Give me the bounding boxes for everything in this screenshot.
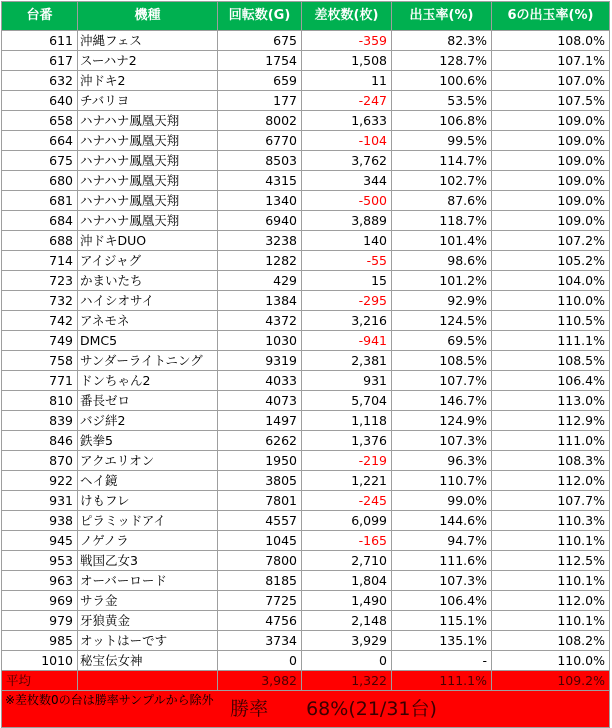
- footnote: ※差枚数0の台は勝率サンプルから除外: [5, 693, 214, 707]
- diff-cell: -247: [302, 91, 392, 111]
- machine-no-cell: 714: [2, 251, 78, 271]
- spins-cell: 1950: [218, 451, 302, 471]
- table-row: [2, 171, 610, 191]
- payout-rate-cell: 102.7%: [392, 171, 492, 191]
- setting6-rate-cell: 108.2%: [492, 631, 610, 651]
- diff-cell: 140: [302, 231, 392, 251]
- spins-cell: 6770: [218, 131, 302, 151]
- diff-cell: 1,508: [302, 51, 392, 71]
- machine-no-cell: 617: [2, 51, 78, 71]
- table-row: [2, 391, 610, 411]
- machine-no-cell: 675: [2, 151, 78, 171]
- spins-cell: 1282: [218, 251, 302, 271]
- table-row: [2, 31, 610, 51]
- machine-no-cell: 979: [2, 611, 78, 631]
- model-cell: スーハナ2: [78, 51, 218, 71]
- table-row: [2, 251, 610, 271]
- setting6-rate-cell: 108.0%: [492, 31, 610, 51]
- setting6-rate-cell: 109.0%: [492, 211, 610, 231]
- diff-cell: 931: [302, 371, 392, 391]
- table-row: [2, 351, 610, 371]
- results-table: [1, 1, 610, 728]
- diff-cell: 1,118: [302, 411, 392, 431]
- setting6-rate-cell: 108.5%: [492, 351, 610, 371]
- table-row: [2, 491, 610, 511]
- table-row: [2, 151, 610, 171]
- setting6-rate-cell: 110.0%: [492, 291, 610, 311]
- machine-no-cell: 969: [2, 591, 78, 611]
- setting6-rate-cell: 110.1%: [492, 571, 610, 591]
- average-model-cell: [78, 671, 218, 691]
- header-payout-rate: 出玉率(%): [392, 2, 492, 31]
- payout-rate-cell: 118.7%: [392, 211, 492, 231]
- spins-cell: 6262: [218, 431, 302, 451]
- setting6-rate-cell: 107.5%: [492, 91, 610, 111]
- payout-rate-cell: 94.7%: [392, 531, 492, 551]
- payout-rate-cell: 101.4%: [392, 231, 492, 251]
- model-cell: ドンちゃん2: [78, 371, 218, 391]
- payout-rate-cell: 108.5%: [392, 351, 492, 371]
- win-rate: 勝率 68%(21/31台): [2, 691, 610, 728]
- spins-cell: 9319: [218, 351, 302, 371]
- machine-no-cell: 922: [2, 471, 78, 491]
- machine-no-cell: 632: [2, 71, 78, 91]
- diff-cell: 3,762: [302, 151, 392, 171]
- model-cell: ハナハナ鳳凰天翔: [78, 171, 218, 191]
- setting6-rate-cell: 107.7%: [492, 491, 610, 511]
- setting6-rate-cell: 104.0%: [492, 271, 610, 291]
- machine-no-cell: 771: [2, 371, 78, 391]
- model-cell: 沖縄フェス: [78, 31, 218, 51]
- payout-rate-cell: 69.5%: [392, 331, 492, 351]
- model-cell: サラ金: [78, 591, 218, 611]
- diff-cell: 3,889: [302, 211, 392, 231]
- spins-cell: 659: [218, 71, 302, 91]
- diff-cell: -941: [302, 331, 392, 351]
- payout-rate-cell: 98.6%: [392, 251, 492, 271]
- spins-cell: 429: [218, 271, 302, 291]
- setting6-rate-cell: 107.1%: [492, 51, 610, 71]
- payout-rate-cell: 114.7%: [392, 151, 492, 171]
- payout-rate-cell: 107.7%: [392, 371, 492, 391]
- spins-cell: 1045: [218, 531, 302, 551]
- diff-cell: 11: [302, 71, 392, 91]
- spins-cell: 177: [218, 91, 302, 111]
- diff-cell: -500: [302, 191, 392, 211]
- diff-cell: -104: [302, 131, 392, 151]
- diff-cell: 1,633: [302, 111, 392, 131]
- payout-rate-cell: -: [392, 651, 492, 671]
- model-cell: 沖ドキ2: [78, 71, 218, 91]
- payout-rate-cell: 111.6%: [392, 551, 492, 571]
- setting6-rate-cell: 109.0%: [492, 171, 610, 191]
- results-sheet: [1, 1, 609, 728]
- model-cell: 戦国乙女3: [78, 551, 218, 571]
- payout-rate-cell: 144.6%: [392, 511, 492, 531]
- setting6-rate-cell: 106.4%: [492, 371, 610, 391]
- table-row: [2, 611, 610, 631]
- table-row: [2, 231, 610, 251]
- diff-cell: 6,099: [302, 511, 392, 531]
- table-row: [2, 271, 610, 291]
- model-cell: 番長ゼロ: [78, 391, 218, 411]
- diff-cell: 1,376: [302, 431, 392, 451]
- payout-rate-cell: 124.5%: [392, 311, 492, 331]
- setting6-rate-cell: 111.1%: [492, 331, 610, 351]
- table-row: [2, 571, 610, 591]
- setting6-rate-cell: 109.0%: [492, 111, 610, 131]
- setting6-rate-cell: 112.0%: [492, 591, 610, 611]
- machine-no-cell: 758: [2, 351, 78, 371]
- table-row: [2, 371, 610, 391]
- payout-rate-cell: 107.3%: [392, 431, 492, 451]
- model-cell: 牙狼黄金: [78, 611, 218, 631]
- table-row: [2, 331, 610, 351]
- machine-no-cell: 742: [2, 311, 78, 331]
- payout-rate-cell: 115.1%: [392, 611, 492, 631]
- machine-no-cell: 640: [2, 91, 78, 111]
- spins-cell: 0: [218, 651, 302, 671]
- setting6-rate-cell: 111.0%: [492, 431, 610, 451]
- machine-no-cell: 688: [2, 231, 78, 251]
- setting6-rate-cell: 110.5%: [492, 311, 610, 331]
- header-model: 機種: [78, 2, 218, 31]
- model-cell: ピラミッドアイ: [78, 511, 218, 531]
- diff-cell: 0: [302, 651, 392, 671]
- spins-cell: 6940: [218, 211, 302, 231]
- spins-cell: 4372: [218, 311, 302, 331]
- diff-cell: -55: [302, 251, 392, 271]
- payout-rate-cell: 106.4%: [392, 591, 492, 611]
- payout-rate-cell: 107.3%: [392, 571, 492, 591]
- model-cell: チバリヨ: [78, 91, 218, 111]
- model-cell: サンダーライトニング: [78, 351, 218, 371]
- machine-no-cell: 953: [2, 551, 78, 571]
- header-row: [2, 2, 610, 31]
- table-row: [2, 471, 610, 491]
- spins-cell: 3805: [218, 471, 302, 491]
- model-cell: ノゲノラ: [78, 531, 218, 551]
- model-cell: けもフレ: [78, 491, 218, 511]
- spins-cell: 4756: [218, 611, 302, 631]
- spins-cell: 8002: [218, 111, 302, 131]
- diff-cell: 344: [302, 171, 392, 191]
- spins-cell: 4315: [218, 171, 302, 191]
- average-label: 平均: [2, 671, 78, 691]
- table-row: [2, 451, 610, 471]
- spins-cell: 1754: [218, 51, 302, 71]
- model-cell: 鉄拳5: [78, 431, 218, 451]
- spins-cell: 3238: [218, 231, 302, 251]
- spins-cell: 7801: [218, 491, 302, 511]
- diff-cell: -359: [302, 31, 392, 51]
- model-cell: バジ絆2: [78, 411, 218, 431]
- payout-rate-cell: 92.9%: [392, 291, 492, 311]
- payout-rate-cell: 128.7%: [392, 51, 492, 71]
- diff-cell: 3,929: [302, 631, 392, 651]
- payout-rate-cell: 101.2%: [392, 271, 492, 291]
- table-row: [2, 531, 610, 551]
- table-row: [2, 131, 610, 151]
- setting6-rate-cell: 110.3%: [492, 511, 610, 531]
- diff-cell: 15: [302, 271, 392, 291]
- diff-cell: 3,216: [302, 311, 392, 331]
- machine-no-cell: 681: [2, 191, 78, 211]
- payout-rate-cell: 100.6%: [392, 71, 492, 91]
- header-machine-no: 台番: [2, 2, 78, 31]
- model-cell: ハナハナ鳳凰天翔: [78, 211, 218, 231]
- diff-cell: 2,710: [302, 551, 392, 571]
- setting6-rate-cell: 109.0%: [492, 151, 610, 171]
- model-cell: ハナハナ鳳凰天翔: [78, 191, 218, 211]
- machine-no-cell: 1010: [2, 651, 78, 671]
- table-row: [2, 91, 610, 111]
- spins-cell: 1497: [218, 411, 302, 431]
- model-cell: ハナハナ鳳凰天翔: [78, 111, 218, 131]
- table-row: [2, 111, 610, 131]
- machine-no-cell: 749: [2, 331, 78, 351]
- diff-cell: -295: [302, 291, 392, 311]
- diff-cell: 2,148: [302, 611, 392, 631]
- diff-cell: -165: [302, 531, 392, 551]
- table-row: [2, 551, 610, 571]
- spins-cell: 8503: [218, 151, 302, 171]
- model-cell: ハイシオサイ: [78, 291, 218, 311]
- setting6-rate-cell: 109.0%: [492, 191, 610, 211]
- machine-no-cell: 945: [2, 531, 78, 551]
- header-diff: 差枚数(枚): [302, 2, 392, 31]
- model-cell: ハナハナ鳳凰天翔: [78, 131, 218, 151]
- diff-cell: 5,704: [302, 391, 392, 411]
- diff-cell: 1,804: [302, 571, 392, 591]
- table-row: [2, 291, 610, 311]
- table-row: [2, 311, 610, 331]
- spins-cell: 4557: [218, 511, 302, 531]
- payout-rate-cell: 87.6%: [392, 191, 492, 211]
- table-row: [2, 651, 610, 671]
- payout-rate-cell: 99.0%: [392, 491, 492, 511]
- table-row: [2, 51, 610, 71]
- spins-cell: 1030: [218, 331, 302, 351]
- setting6-rate-cell: 105.2%: [492, 251, 610, 271]
- setting6-rate-cell: 112.9%: [492, 411, 610, 431]
- header-setting6-rate: 6の出玉率(%): [492, 2, 610, 31]
- table-body: [2, 31, 610, 671]
- setting6-rate-cell: 107.0%: [492, 71, 610, 91]
- table-row: [2, 71, 610, 91]
- machine-no-cell: 658: [2, 111, 78, 131]
- table-row: [2, 591, 610, 611]
- diff-cell: 1,490: [302, 591, 392, 611]
- payout-rate-cell: 82.3%: [392, 31, 492, 51]
- machine-no-cell: 931: [2, 491, 78, 511]
- spins-cell: 4033: [218, 371, 302, 391]
- spins-cell: 7800: [218, 551, 302, 571]
- machine-no-cell: 684: [2, 211, 78, 231]
- spins-cell: 4073: [218, 391, 302, 411]
- diff-cell: -245: [302, 491, 392, 511]
- spins-cell: 7725: [218, 591, 302, 611]
- table-row: [2, 631, 610, 651]
- machine-no-cell: 732: [2, 291, 78, 311]
- setting6-rate-cell: 112.5%: [492, 551, 610, 571]
- model-cell: オーバーロード: [78, 571, 218, 591]
- model-cell: アクエリオン: [78, 451, 218, 471]
- machine-no-cell: 870: [2, 451, 78, 471]
- model-cell: アイジャグ: [78, 251, 218, 271]
- setting6-rate-cell: 110.1%: [492, 611, 610, 631]
- machine-no-cell: 680: [2, 171, 78, 191]
- average-row: [2, 671, 610, 691]
- model-cell: 沖ドキDUO: [78, 231, 218, 251]
- setting6-rate-cell: 110.1%: [492, 531, 610, 551]
- machine-no-cell: 839: [2, 411, 78, 431]
- table-row: [2, 211, 610, 231]
- payout-rate-cell: 110.7%: [392, 471, 492, 491]
- average-rate6: 109.2%: [492, 671, 610, 691]
- machine-no-cell: 846: [2, 431, 78, 451]
- diff-cell: 1,221: [302, 471, 392, 491]
- diff-cell: 2,381: [302, 351, 392, 371]
- machine-no-cell: 611: [2, 31, 78, 51]
- machine-no-cell: 938: [2, 511, 78, 531]
- spins-cell: 675: [218, 31, 302, 51]
- table-row: [2, 191, 610, 211]
- setting6-rate-cell: 108.3%: [492, 451, 610, 471]
- average-spins: 3,982: [218, 671, 302, 691]
- average-rate: 111.1%: [392, 671, 492, 691]
- payout-rate-cell: 124.9%: [392, 411, 492, 431]
- model-cell: DMC5: [78, 331, 218, 351]
- machine-no-cell: 810: [2, 391, 78, 411]
- model-cell: 秘宝伝女神: [78, 651, 218, 671]
- table-row: [2, 511, 610, 531]
- spins-cell: 1384: [218, 291, 302, 311]
- payout-rate-cell: 53.5%: [392, 91, 492, 111]
- setting6-rate-cell: 107.2%: [492, 231, 610, 251]
- setting6-rate-cell: 109.0%: [492, 131, 610, 151]
- setting6-rate-cell: 113.0%: [492, 391, 610, 411]
- payout-rate-cell: 106.8%: [392, 111, 492, 131]
- spins-cell: 3734: [218, 631, 302, 651]
- machine-no-cell: 985: [2, 631, 78, 651]
- setting6-rate-cell: 112.0%: [492, 471, 610, 491]
- setting6-rate-cell: 110.0%: [492, 651, 610, 671]
- machine-no-cell: 963: [2, 571, 78, 591]
- model-cell: アネモネ: [78, 311, 218, 331]
- model-cell: ハナハナ鳳凰天翔: [78, 151, 218, 171]
- header-spins: 回転数(G): [218, 2, 302, 31]
- payout-rate-cell: 96.3%: [392, 451, 492, 471]
- model-cell: かまいたち: [78, 271, 218, 291]
- machine-no-cell: 664: [2, 131, 78, 151]
- spins-cell: 1340: [218, 191, 302, 211]
- spins-cell: 8185: [218, 571, 302, 591]
- diff-cell: -219: [302, 451, 392, 471]
- model-cell: オットはーです: [78, 631, 218, 651]
- average-diff: 1,322: [302, 671, 392, 691]
- payout-rate-cell: 135.1%: [392, 631, 492, 651]
- table-row: [2, 431, 610, 451]
- table-row: [2, 411, 610, 431]
- model-cell: ヘイ鏡: [78, 471, 218, 491]
- machine-no-cell: 723: [2, 271, 78, 291]
- payout-rate-cell: 99.5%: [392, 131, 492, 151]
- payout-rate-cell: 146.7%: [392, 391, 492, 411]
